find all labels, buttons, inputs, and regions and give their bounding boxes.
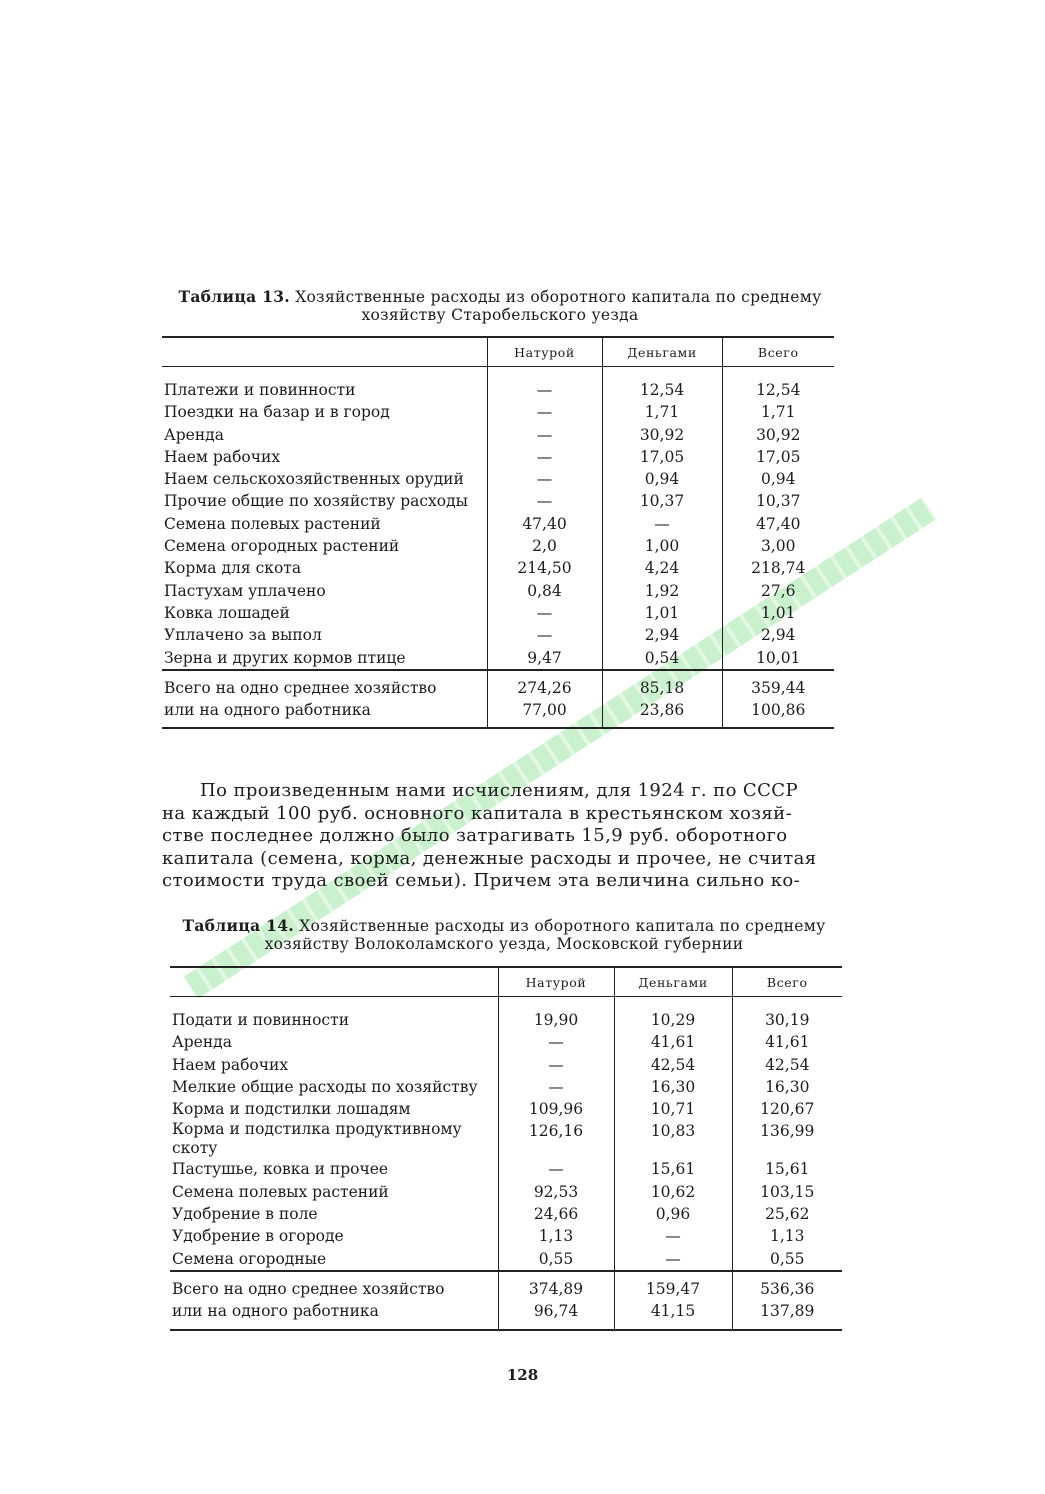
table-row <box>162 624 834 646</box>
row-label: Семена полевых растений <box>172 1182 389 1201</box>
cell-vse: 0,55 <box>732 1248 842 1271</box>
cell-nat: — <box>498 1076 614 1098</box>
total-vse: 359,44 <box>722 670 834 699</box>
total-den: 41,15 <box>614 1300 732 1329</box>
row-label: Аренда <box>172 1033 232 1052</box>
cell-nat: 92,53 <box>498 1181 614 1203</box>
table14-title-line1: Хозяйственные расходы из оборотного капитала по среднему <box>299 917 826 935</box>
total-den: 23,86 <box>602 699 722 728</box>
cell-den: 1,01 <box>602 602 722 624</box>
cell-den: 10,37 <box>602 490 722 512</box>
cell-den: 1,71 <box>602 401 722 423</box>
table13-header-row <box>162 337 834 367</box>
cell-vse: 27,6 <box>722 580 834 602</box>
table14 <box>170 966 842 1331</box>
cell-vse: 17,05 <box>722 446 834 468</box>
cell-den: 17,05 <box>602 446 722 468</box>
cell-vse: 25,62 <box>732 1203 842 1225</box>
cell-den: 10,29 <box>614 1009 732 1031</box>
cell-nat: 2,0 <box>487 535 602 557</box>
page-number: 128 <box>506 1366 539 1384</box>
cell-den: 2,94 <box>602 624 722 646</box>
cell-nat: 1,13 <box>498 1225 614 1247</box>
cell-den: — <box>602 513 722 535</box>
cell-den: 10,62 <box>614 1181 732 1203</box>
table-row <box>162 379 834 401</box>
cell-nat: — <box>487 424 602 446</box>
cell-den: 0,96 <box>614 1203 732 1225</box>
cell-nat: 47,40 <box>487 513 602 535</box>
total-vse: 100,86 <box>722 699 834 728</box>
row-label: Наем сельскохозяйственных орудий <box>164 470 464 489</box>
table-row <box>162 580 834 602</box>
total-den: 159,47 <box>614 1271 732 1300</box>
cell-den: 0,94 <box>602 468 722 490</box>
total-vse: 137,89 <box>732 1300 842 1329</box>
total-vse: 536,36 <box>732 1271 842 1300</box>
cell-den: 4,24 <box>602 557 722 579</box>
table14-header-row <box>170 967 842 997</box>
table-row <box>170 1181 842 1203</box>
table-row <box>162 468 834 490</box>
total-nat: 77,00 <box>487 699 602 728</box>
cell-den: 0,54 <box>602 647 722 670</box>
paragraph-line-1: По произведенным нами исчислениям, для 1924 г. по СССР <box>200 780 798 801</box>
table-row <box>162 446 834 468</box>
cell-nat: — <box>487 602 602 624</box>
paragraph-line-3: стве последнее должно было затрагивать 15,9 руб. оборотного <box>162 825 788 846</box>
row-label: Зерна и других кормов птице <box>164 648 406 667</box>
cell-vse: 10,37 <box>722 490 834 512</box>
row-label: Удобрение в поле <box>172 1205 318 1224</box>
cell-den: 10,71 <box>614 1098 732 1120</box>
cell-den: 42,54 <box>614 1054 732 1076</box>
table13-col-money: Деньгами <box>602 337 722 367</box>
total-label: или на одного работника <box>172 1302 379 1321</box>
row-label: Наем рабочих <box>164 447 281 466</box>
row-label: Прочие общие по хозяйству расходы <box>164 492 469 511</box>
table13-col-natural: Натурой <box>487 337 602 367</box>
table-row <box>170 1098 842 1120</box>
cell-vse: 218,74 <box>722 557 834 579</box>
row-label: Поездки на базар и в город <box>164 403 390 422</box>
table14-col-money: Деньгами <box>614 967 732 997</box>
cell-den: 16,30 <box>614 1076 732 1098</box>
table-row <box>162 647 834 670</box>
table-row <box>170 1054 842 1076</box>
row-label: Пастушье, ковка и прочее <box>172 1160 389 1179</box>
cell-vse: 1,71 <box>722 401 834 423</box>
row-label: Семена огородные <box>172 1249 327 1268</box>
table-row <box>170 1158 842 1180</box>
total-row <box>170 1300 842 1329</box>
row-label: Аренда <box>164 425 224 444</box>
cell-den: 1,92 <box>602 580 722 602</box>
cell-vse: 1,01 <box>722 602 834 624</box>
table-row <box>162 490 834 512</box>
cell-den: — <box>614 1225 732 1247</box>
cell-vse: 0,94 <box>722 468 834 490</box>
cell-nat: 9,47 <box>487 647 602 670</box>
total-label: Всего на одно среднее хозяйство <box>162 670 487 699</box>
cell-vse: 103,15 <box>732 1181 842 1203</box>
table13-col-total: Всего <box>722 337 834 367</box>
total-label: Всего на одно среднее хозяйство <box>170 1271 498 1300</box>
cell-vse: 3,00 <box>722 535 834 557</box>
table13-title-line2: хозяйству Старобельского уезда <box>361 306 639 324</box>
cell-den: 15,61 <box>614 1158 732 1180</box>
table13-title-line1: Хозяйственные расходы из оборотного капитала по среднему <box>295 288 822 306</box>
row-label: Мелкие общие расходы по хозяйству <box>172 1077 478 1096</box>
table-row <box>170 1009 842 1031</box>
table-row <box>170 1203 842 1225</box>
cell-den: 12,54 <box>602 379 722 401</box>
table-row <box>162 602 834 624</box>
total-row <box>162 699 834 728</box>
cell-den: — <box>614 1248 732 1271</box>
cell-den: 30,92 <box>602 424 722 446</box>
cell-nat: — <box>487 446 602 468</box>
total-row <box>170 1271 842 1300</box>
cell-nat: — <box>498 1031 614 1053</box>
cell-vse: 2,94 <box>722 624 834 646</box>
table14-title-line2: хозяйству Волоколамского уезда, Московской губернии <box>264 935 744 953</box>
row-label: Уплачено за выпол <box>164 626 322 645</box>
table-row <box>170 1076 842 1098</box>
paragraph-line-2: на каждый 100 руб. основного капитала в крестьянском хозяй- <box>162 802 793 824</box>
cell-den: 10,83 <box>614 1120 732 1158</box>
paragraph-line-4: капитала (семена, корма, денежные расходы и прочее, не считая <box>162 847 817 869</box>
total-row <box>162 670 834 699</box>
cell-den: 1,00 <box>602 535 722 557</box>
row-label: Подати и повинности <box>172 1011 350 1029</box>
cell-nat: — <box>487 379 602 401</box>
cell-vse: 15,61 <box>732 1158 842 1180</box>
total-den: 85,18 <box>602 670 722 699</box>
table14-number: Таблица 14. <box>182 916 294 935</box>
table13-caption <box>160 288 840 324</box>
row-label: Корма для скота <box>164 559 302 578</box>
table14-caption <box>166 917 842 953</box>
body-paragraph <box>162 780 838 893</box>
table-row <box>162 557 834 579</box>
row-label: Удобрение в огороде <box>172 1227 344 1246</box>
row-label <box>170 1120 498 1158</box>
table14-col-natural: Натурой <box>498 967 614 997</box>
cell-nat: 0,55 <box>498 1248 614 1271</box>
cell-nat: 24,66 <box>498 1203 614 1225</box>
row-label: Платежи и повинности <box>164 381 356 399</box>
cell-vse: 1,13 <box>732 1225 842 1247</box>
total-label: или на одного работника <box>164 701 371 720</box>
paragraph-line-5: стоимости труда своей семьи). Причем эта величина сильно ко- <box>162 870 801 891</box>
row-label: Пастухам уплачено <box>164 581 326 600</box>
cell-vse: 41,61 <box>732 1031 842 1053</box>
table13 <box>162 336 834 729</box>
total-nat: 96,74 <box>498 1300 614 1329</box>
cell-vse: 10,01 <box>722 647 834 670</box>
cell-nat: 109,96 <box>498 1098 614 1120</box>
cell-nat: — <box>487 624 602 646</box>
row-label: Ковка лошадей <box>164 603 290 622</box>
cell-nat: — <box>487 490 602 512</box>
cell-vse: 47,40 <box>722 513 834 535</box>
cell-nat: — <box>498 1054 614 1076</box>
row-label-line1: Корма и подстилка продуктивному <box>172 1120 462 1139</box>
total-nat: 274,26 <box>487 670 602 699</box>
cell-vse: 30,92 <box>722 424 834 446</box>
cell-nat: — <box>487 468 602 490</box>
table-row <box>162 513 834 535</box>
table13-number: Таблица 13. <box>178 287 290 306</box>
cell-vse: 136,99 <box>732 1120 842 1158</box>
cell-nat: 0,84 <box>487 580 602 602</box>
cell-den: 41,61 <box>614 1031 732 1053</box>
total-nat: 374,89 <box>498 1271 614 1300</box>
cell-vse: 16,30 <box>732 1076 842 1098</box>
cell-nat: — <box>498 1158 614 1180</box>
table-row <box>170 1120 842 1158</box>
cell-nat: 214,50 <box>487 557 602 579</box>
table-row <box>170 1225 842 1247</box>
table14-col-total: Всего <box>732 967 842 997</box>
table-row <box>162 401 834 423</box>
cell-vse: 42,54 <box>732 1054 842 1076</box>
cell-vse: 30,19 <box>732 1009 842 1031</box>
row-label: Семена огородных растений <box>164 537 400 556</box>
cell-nat: 126,16 <box>498 1120 614 1158</box>
cell-vse: 12,54 <box>722 379 834 401</box>
row-label: Семена полевых растений <box>164 514 381 533</box>
row-label: Корма и подстилки лошадям <box>172 1100 411 1119</box>
table-row <box>170 1248 842 1271</box>
cell-vse: 120,67 <box>732 1098 842 1120</box>
cell-nat: — <box>487 401 602 423</box>
row-label-line2: скоту <box>172 1139 218 1158</box>
table-row <box>162 535 834 557</box>
cell-nat: 19,90 <box>498 1009 614 1031</box>
table-row <box>170 1031 842 1053</box>
table-row <box>162 424 834 446</box>
row-label: Наем рабочих <box>172 1055 289 1074</box>
